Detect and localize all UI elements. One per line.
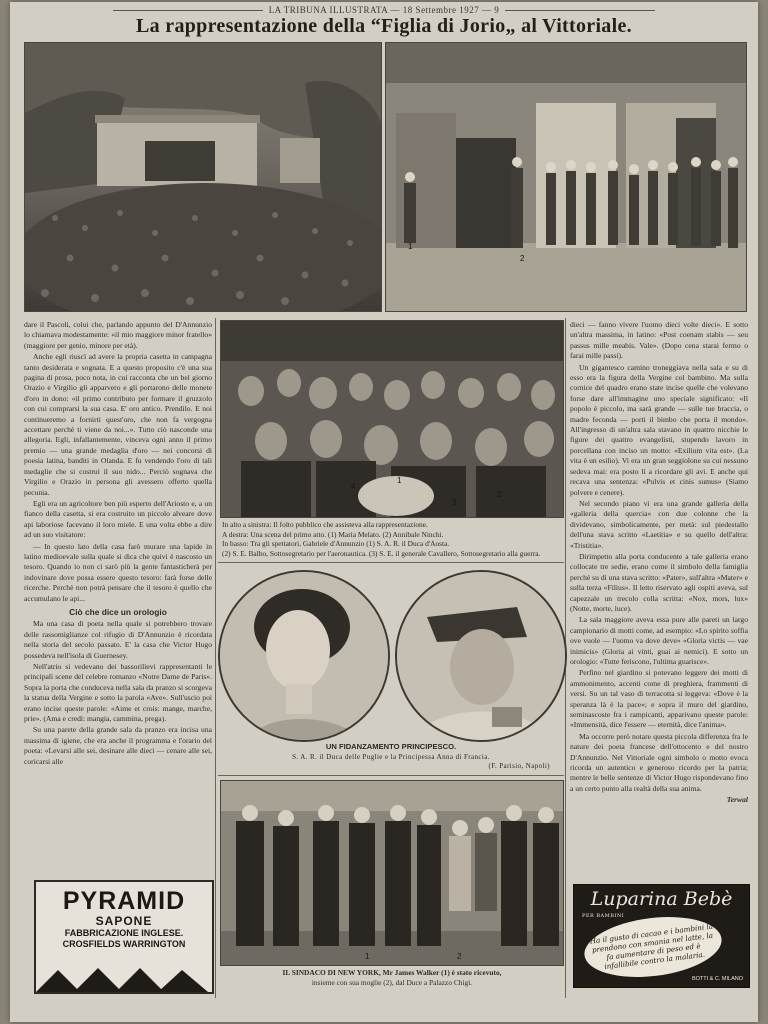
stage-label-2: 2 bbox=[520, 254, 525, 263]
right-paragraph: Ma occorre però notare questa piccola differenza fra le nature dei poeta francese dell'ottocento e del nostro D'Annunzio. Nel Vittoriale ogni simbolo o motto evoca ricorda un autentico e generoso ricordo per la patria; mentre le belle sentenze di Victor Hugo rispondevano fino a un certo punto alla realtà della sua anima. bbox=[570, 731, 748, 793]
palazzo-label-1: 1 bbox=[365, 952, 370, 961]
caption-mayor bbox=[222, 968, 562, 987]
caption-mayor-line1: IL SINDACO DI NEW YORK, Mr James Walker (1) è stato ricevuto, bbox=[282, 968, 502, 977]
caption-engagement-title: UN FIDANZAMENTO PRINCIPESCO. bbox=[325, 742, 457, 751]
portrait-duke bbox=[395, 570, 567, 742]
spectator-label-1: 1 bbox=[397, 476, 402, 485]
left-paragraph: — In questo lato della casa farò murare una lapide in latino medioevale sulla quale si dica che quivi è nascosto un tesoro. Quando io non ci sarò più la gente fantasticherà per indovinare dove possa essere questo tesoro: farà forse delle ricerche. Perchè non potrà pensare che il tesoro è quello che accumulano le api... bbox=[24, 541, 212, 603]
page-headline: La rappresentazione della “Figlia di Jorio„ al Vittoriale. bbox=[136, 15, 632, 37]
left-paragraph: Su una parete della grande sala da pranzo era incisa una massima di igiene, che era anche il programma e l'orario del poeta: «Levarsi alle sei, desinare alle dieci — cenare alle sei, coricarsi alle bbox=[24, 725, 212, 766]
newspaper-page bbox=[10, 2, 758, 1022]
caption-engagement-credit: (F. Parisio, Napoli) bbox=[488, 762, 550, 770]
left-paragraph: Nell'atrio si vedevano dei bassorilievi rappresentanti le principali scene del celebre romanzo «Notre Dame de Paris». Sopra la porta che conduceva nella sala da pranzo si scorgeva la statua della Vergine e sotto la parola «Ave». Sull'uscio poi erano incise queste parole: «Aime et crois: mange, marche, prie». (Ama e credi: mangia, cammina, prega). bbox=[24, 662, 212, 724]
left-paragraph: Anche egli riuscì ad avere la propria casetta in campagna tanto desiderata e sognata. E a questo proposito c'è una sua pagina di prosa, poco nota, in cui racconta che un bel giorno Orazio e Virgilio gli apparvero e gli portarono delle monete d'oro in dono: «il primo contributo per formare il gruzzolo con cui comprarsi la sua casa. E' oro antico. Prendilo. E noi continueremo a fornirti quest'oro, che non fa vergogna accettare perchè ti viene da noi...». Tutto ciò nasconde una allegoria. Egli, infallantemente, vinceva ogni anno il primo premio — una grande medaglia d'oro — nei concorsi di poesia latina, banditi in Olanda. E fu vendendo l'oro di tali medaglie che si costruì il suo nido... Perciò sognava che Virgilio e Orazio in persona gli avessero offerto quella pecunia. bbox=[24, 352, 212, 497]
ad-luparina-oval-text: Ha il gusto di cacao e i bambini la prendono con smania nel latte, la fa aumentare di peso ed è infallibile contro la malaria. bbox=[589, 921, 714, 972]
caption-audience bbox=[222, 520, 562, 558]
right-paragraph: La sala maggiore aveva essa pure alle pareti un largo campionario di motti come, ad esempio: «Lo spirito soffia ove vuole — l'uomo va dove deve» «Gloria victis — vae inimicis» (Gloria ai vinti, guai ai nemici). E sotto un orologio: «Tutte feriscono, l'ultima guarisce». bbox=[570, 615, 748, 666]
photo-spectators bbox=[220, 320, 564, 518]
portrait-princess bbox=[218, 570, 390, 742]
right-paragraph: dieci — fanno vivere l'uomo dieci volte dieci». E sotto un'altra massima, in latino: «Post coenam stabis — seu passus mille meabis. Vale». (Dopo cena starai fermo o farai mille passi). bbox=[570, 320, 748, 361]
running-head bbox=[10, 5, 758, 15]
ad-pyramid-line2: CROSFIELDS WARRINGTON bbox=[62, 939, 186, 949]
pyramids-icon bbox=[36, 964, 208, 992]
article-left-column bbox=[24, 320, 212, 875]
left-paragraph: Ma una casa di poeta nella quale si potrebbero trovare delle rassomiglianze col rifugio di D'Annunzio è ricordata nella storia del secolo passato. E' la casa che Victor Hugo possedeva nell'isola di Guernesey. bbox=[24, 619, 212, 660]
article-right-column bbox=[570, 320, 748, 880]
section-rule bbox=[218, 562, 564, 563]
ad-luparina-tag: PER BAMBINI bbox=[582, 913, 625, 919]
photo-palazzo-chigi bbox=[220, 780, 564, 966]
caption-mayor-line2: insieme con sua moglie (2), dal Duce a Palazzo Chigi. bbox=[311, 977, 473, 987]
photo-stage-scene bbox=[385, 42, 747, 312]
spectator-label-3: 3 bbox=[452, 498, 457, 507]
spectator-label-4: 4 bbox=[351, 482, 356, 491]
running-head-text: LA TRIBUNA ILLUSTRATA — 18 Settembre 1927 — 9 bbox=[268, 5, 500, 15]
right-paragraph: Dirimpetto alla porta conducente a tale galleria erano collocate tre sedie, erano come il simbolo della famiglia perchè su di una stava scritto: «Pater», sull'altra «Mater» e sulla terza «Filius». Il letto riservato agli ospiti aveva, sul capezzale un trecolo colla scritta: «Nox, mors, lux» (Notte, morte, luce). bbox=[570, 551, 748, 613]
right-paragraph: Un gigantesco camino troneggiava nella sala e su di esso era la figura della Vergine col bambino. Ma sulla cornice del quadro erano state incise quelle che volevano forse dare all'immagine uno speciale significato: «Il popolo è piccolo, ma sarà grande — sulle tue braccia, o madre feconda — porti il bimbo che porta il mondo». All'ingresso di un'altra sala stavano in quattro nicchie le figure dei quattro evangelisti, stupendo lavoro in porcellana con inciso un motto: «Exilium vita est». (La vita è un esilio). Vi era un gran seggiolone su cui nessuno sedeva mai: era posto lì a ricordare gli avi. E anche qui recava una sentenza: «Pulvis et cinis sumus» (Siamo polvere e cenere). bbox=[570, 362, 748, 497]
subhead-orologio: Ciò che dice un orologio bbox=[69, 606, 167, 617]
left-paragraph: Egli era un agricoltore ben più esperto dell'Ariosto e, a un fianco della casetta, si era costruito un piccolo alveare dove api laboriose facevano il loro miele. E una volta ebbe a dire ad un suo visitatore: bbox=[24, 498, 212, 540]
ad-luparina-brand: Luparina Bebè bbox=[590, 888, 733, 910]
palazzo-label-2: 2 bbox=[457, 952, 462, 961]
right-paragraph: Perfino nel giardino si potevano leggere dei motti di ammonimento, accenti come di preghiera, frammenti di versi. Su un tal vaso di terracotta si leggeva: «Dove è la speranza là è la pace»; e sopra il muro del giardino, seminascoste fra i rampicanti, apparivano queste parole: «Immensità, dice l'essere — eternità, dice l'anima». bbox=[570, 668, 748, 730]
caption-line: In basso: Tra gli spettatori, Gabriele d'Annunzio (1) S. A. R. il Duca d'Aosta. bbox=[222, 539, 450, 549]
ad-pyramid-product: SAPONE bbox=[95, 914, 153, 928]
photo-audience-theatre bbox=[24, 42, 382, 312]
ad-pyramid-brand: PYRAMID bbox=[62, 887, 186, 915]
column-rule bbox=[215, 318, 216, 998]
caption-line: In alto a sinistra: Il folto pubblico che assisteva alla rappresentazione. bbox=[222, 520, 428, 529]
ad-pyramid-soap bbox=[34, 880, 214, 994]
right-paragraph: Nel secondo piano vi era una grande galleria della «galleria della quercia» con due colonne che la dividevano, simbolicamente, per metà: sul piedestallo dell'una stava scritto «Laetitia» e su quello dell'altra: «Tristitia». bbox=[570, 498, 748, 550]
ad-pyramid-line1: FABBRICAZIONE INGLESE. bbox=[64, 928, 184, 938]
spectator-label-2: 2 bbox=[497, 490, 502, 499]
left-paragraph: dare il Pascoli, colui che, parlando appunto del D'Annunzio lo chiamava modestamente: «il mio maggiore minor fratello» (maggiore per genio, minore per età). bbox=[24, 320, 212, 350]
caption-line: (2) S. E. Balbo, Sottosegretario per l'aeronautica. (3) S. E. il generale Cavallero, Sottosegretario alla guerra. bbox=[222, 548, 541, 558]
stage-label-1: 1 bbox=[408, 242, 413, 251]
section-rule bbox=[218, 775, 564, 776]
article-signature: Terwal bbox=[726, 795, 748, 805]
ad-luparina-maker: BOTTI & C. MILANO bbox=[691, 976, 743, 982]
ad-luparina-bebe bbox=[573, 884, 750, 988]
ad-luparina-oval bbox=[581, 910, 725, 984]
caption-engagement-sub: S. A. R. il Duca delle Puglie e la Principessa Anna di Francia. bbox=[292, 753, 490, 761]
caption-line: A destra: Una scena del primo atto. (1) Maria Melato. (2) Annibale Ninchi. bbox=[222, 529, 444, 539]
